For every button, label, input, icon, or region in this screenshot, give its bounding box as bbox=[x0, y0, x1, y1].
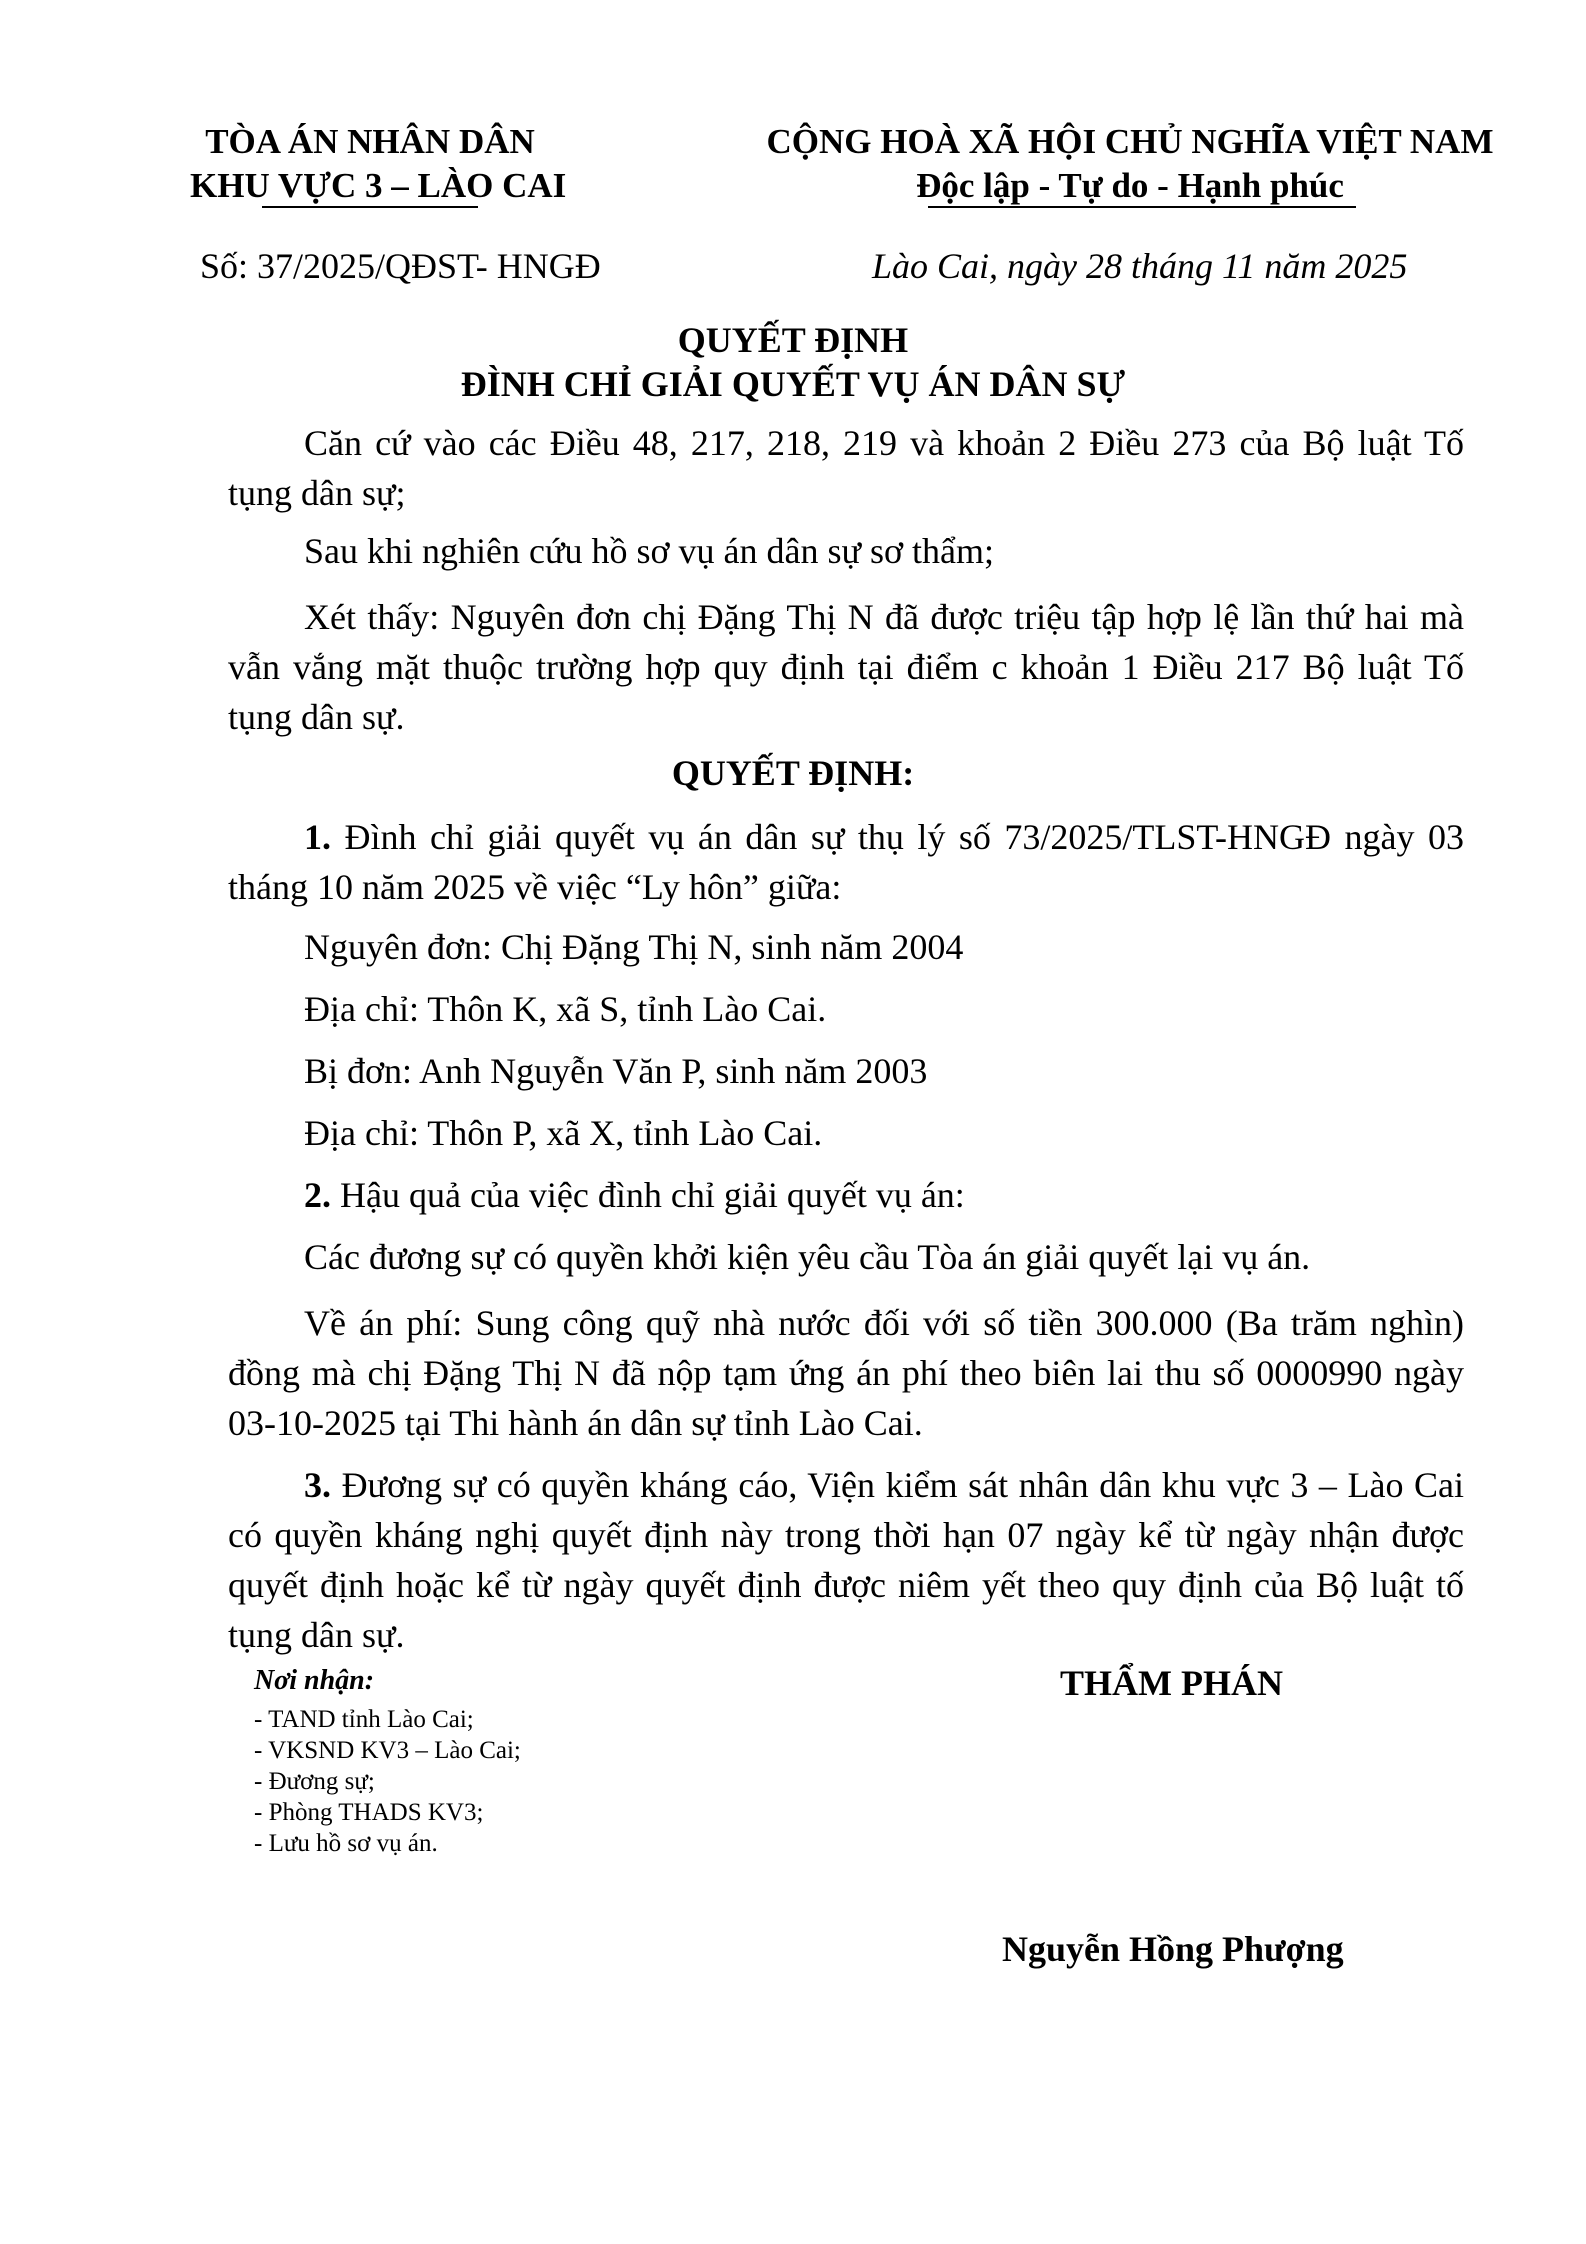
plaintiff-address: Địa chỉ: Thôn K, xã S, tỉnh Lào Cai. bbox=[304, 989, 827, 1029]
court-fee-paragraph: Về án phí: Sung công quỹ nhà nước đối với số tiền 300.000 (Ba trăm nghìn) đồng mà chị Đặng Thị N đã nộp tạm ứng án phí theo biên lai thu số 0000990 ngày 03-10-2025 tại Thi hành án dân sự tỉnh Lào Cai. bbox=[228, 1303, 1464, 1443]
court-line-1: TÒA ÁN NHÂN DÂN bbox=[205, 122, 535, 161]
national-motto bbox=[740, 120, 1520, 208]
court-line-2: KHU VỰC 3 – LÀO CAI bbox=[190, 166, 567, 205]
recipient-item: - Lưu hồ sơ vụ án. bbox=[254, 1830, 438, 1857]
document-title bbox=[0, 318, 1586, 406]
item-1-text: Đình chỉ giải quyết vụ án dân sự thụ lý số 73/2025/TLST-HNGĐ ngày 03 tháng 10 năm 2025 về việc “Ly hôn” giữa: bbox=[228, 817, 1464, 907]
recipients-label: Nơi nhận: bbox=[254, 1665, 375, 1696]
consequence-line: Các đương sự có quyền khởi kiện yêu cầu Tòa án giải quyết lại vụ án. bbox=[304, 1237, 1311, 1277]
legal-basis-paragraph: Căn cứ vào các Điều 48, 217, 218, 219 và khoản 2 Điều 273 của Bộ luật Tố tụng dân sự; bbox=[228, 423, 1464, 513]
title-line-1: QUYẾT ĐỊNH bbox=[677, 320, 909, 360]
decision-item-2 bbox=[304, 1174, 965, 1216]
item-2-text: Hậu quả của việc đình chỉ giải quyết vụ án: bbox=[340, 1175, 965, 1215]
review-paragraph: Sau khi nghiên cứu hồ sơ vụ án dân sự sơ thẩm; bbox=[304, 531, 995, 571]
recipient-item: - VKSND KV3 – Lào Cai; bbox=[254, 1737, 521, 1764]
recipient-item: - Phòng THADS KV3; bbox=[254, 1799, 484, 1826]
item-3-number: 3. bbox=[304, 1465, 331, 1505]
place-date: Lào Cai, ngày 28 tháng 11 năm 2025 bbox=[872, 246, 1408, 286]
recipient-item: - Đương sự; bbox=[254, 1768, 375, 1795]
decision-item-1 bbox=[228, 812, 1464, 912]
item-3-text: Đương sự có quyền kháng cáo, Viện kiểm sát nhân dân khu vực 3 – Lào Cai có quyền kháng nghị quyết định này trong thời hạn 07 ngày kể từ ngày nhận được quyết định hoặc kể từ ngày quyết định được niêm yết theo quy định của Bộ luật tố tụng dân sự. bbox=[228, 1465, 1464, 1655]
document-number: Số: 37/2025/QĐST- HNGĐ bbox=[200, 246, 601, 286]
recipient-item: - TAND tỉnh Lào Cai; bbox=[254, 1706, 474, 1733]
nation-line-2: Độc lập - Tự do - Hạnh phúc bbox=[916, 166, 1344, 205]
title-line-2: ĐÌNH CHỈ GIẢI QUYẾT VỤ ÁN DÂN SỰ bbox=[460, 364, 1126, 404]
plaintiff-line: Nguyên đơn: Chị Đặng Thị N, sinh năm 2004 bbox=[304, 927, 964, 967]
judge-name: Nguyễn Hồng Phượng bbox=[1002, 1929, 1344, 1969]
nation-line-1: CỘNG HOÀ XÃ HỘI CHỦ NGHĨA VIỆT NAM bbox=[766, 122, 1494, 161]
defendant-address: Địa chỉ: Thôn P, xã X, tỉnh Lào Cai. bbox=[304, 1113, 823, 1153]
decision-heading: QUYẾT ĐỊNH: bbox=[671, 753, 915, 793]
defendant-line: Bị đơn: Anh Nguyễn Văn P, sinh năm 2003 bbox=[304, 1051, 928, 1091]
court-name bbox=[190, 120, 567, 208]
finding-paragraph: Xét thấy: Nguyên đơn chị Đặng Thị N đã được triệu tập hợp lệ lần thứ hai mà vẫn vắng mặt thuộc trường hợp quy định tại điểm c khoản 1 Điều 217 Bộ luật Tố tụng dân sự. bbox=[228, 597, 1464, 737]
motto-underline bbox=[928, 206, 1356, 208]
item-1-number: 1. bbox=[304, 817, 331, 857]
signature-title: THẨM PHÁN bbox=[1060, 1663, 1283, 1703]
item-2-number: 2. bbox=[304, 1175, 331, 1215]
court-underline bbox=[262, 206, 478, 208]
decision-item-3 bbox=[228, 1460, 1464, 1660]
